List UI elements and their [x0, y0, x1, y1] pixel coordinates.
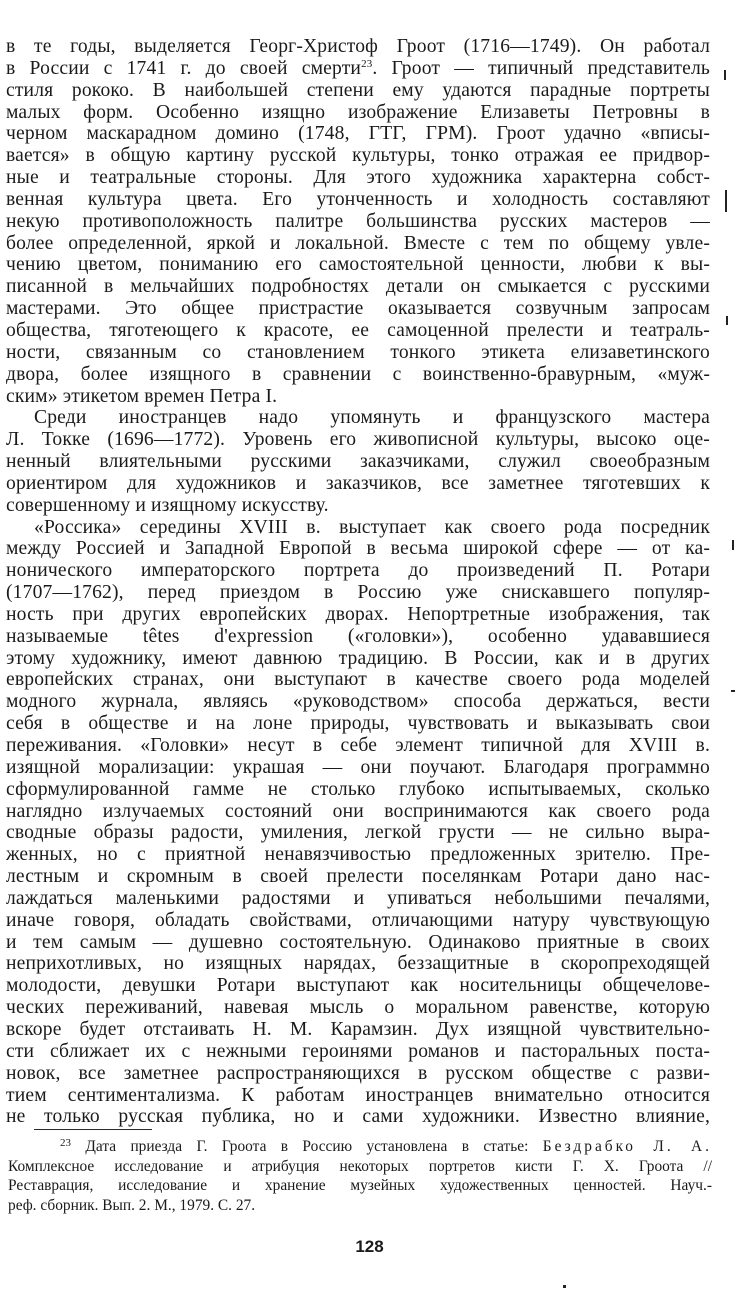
text-line: женных, но с приятной ненавязчивостью предложенных зрителю. Пре- — [6, 844, 710, 866]
text-line: стиля рококо. В наибольшей степени ему удаются парадные портреты — [6, 79, 710, 101]
text-line: европейских странах, они выступают в качестве своего рода моделей — [6, 669, 710, 691]
footnote-author: Бездрабко Л. А. — [542, 1138, 713, 1155]
text-line: некую противоположность палитре большинства русских мастеров — — [6, 210, 710, 232]
page-number: 128 — [355, 1237, 384, 1256]
text-line: более определенной, яркой и локальной. Вместе с тем по общему увле- — [6, 232, 710, 254]
paragraph-2 — [6, 407, 710, 516]
footnote-line: Комплексное исследование и атрибуция некоторых портретов кисти Г. Х. Гроота // — [8, 1157, 712, 1175]
footnote-divider — [34, 1129, 152, 1130]
footnote-intro: Дата приезда Г. Гроота в Россию установлена в статье: — [85, 1138, 529, 1155]
text-line: нонического императорского портрета до произведений П. Ротари — [6, 560, 710, 582]
footnote — [8, 1137, 712, 1215]
margin-mark — [563, 1285, 566, 1288]
text-line: малых форм. Особенно изящно изображение Елизаветы Петровны в — [6, 101, 710, 123]
text-line: совершенному и изящному искусству. — [6, 494, 329, 516]
text-line — [6, 58, 710, 80]
paragraph-1 — [6, 36, 710, 407]
text-line: новок, все заметнее распространяющихся в русском обществе с разви- — [6, 1062, 710, 1084]
text-line: между Россией и Западной Европой в весьма широкой сфере — от ка- — [6, 538, 710, 560]
text-line: иначе говоря, обладать свойствами, отличающими натуру чувствующую — [6, 909, 710, 931]
text-line: двора, более изящного в сравнении с воинственно-бравурным, «муж- — [6, 363, 710, 385]
footnote-line: Реставрация, исследование и хранение музейных художественных ценностей. Науч.- — [8, 1177, 712, 1194]
text-line: в те годы, выделяется Георг-Христоф Гроот (1716—1749). Он работал — [6, 36, 710, 57]
text-line: ность при других европейских дворах. Непортретные изображения, так — [6, 603, 710, 625]
main-text — [6, 36, 710, 1128]
text-line: не только русская публика, но и сами художники. Известно влияние, — [6, 1106, 710, 1128]
text-line: молодости, девушки Ротари выступают как носительницы общечелове- — [6, 975, 710, 997]
text-line: чению цветом, пониманию его самостоятельной ценности, любви к вы- — [6, 254, 710, 276]
text-line: ориентиром для художников и заказчиков, все заметнее тяготевших к — [6, 472, 710, 494]
text-line: этому художнику, имеют давнюю традицию. В России, как и в других — [6, 647, 710, 669]
paragraph-3 — [6, 517, 710, 1129]
text-line: и тем самым — душевно состоятельную. Одинаково приятные в своих — [6, 931, 710, 953]
text-line: (1707—1762), перед приездом в Россию уже снискавшего популяр- — [6, 582, 710, 604]
footnote-line — [8, 1137, 712, 1157]
text-line: ные и театральные стороны. Для этого художника характерна собст- — [6, 167, 710, 189]
text-line: тием сентиментализма. К работам иностранцев внимательно относится — [6, 1084, 710, 1106]
text-line: венная культура цвета. Его утонченность и холодность составляют — [6, 188, 710, 210]
text-line: Л. Токке (1696—1772). Уровень его живописной культуры, высоко оце- — [6, 429, 710, 451]
footnote-line: реф. сборник. Вып. 2. М., 1979. С. 27. — [8, 1196, 256, 1214]
text-line: переживания. «Головки» несут в себе элемент типичной для XVIII в. — [6, 735, 710, 756]
margin-mark — [725, 190, 727, 212]
text-line: называемые têtes d'expression («головки»), особенно удававшиеся — [6, 625, 710, 647]
text-line: вскоре будет отстаивать Н. М. Карамзин. Дух изящной чувствительно- — [6, 1018, 710, 1040]
text-line: ческих переживаний, навевая мысль о моральном равенстве, которую — [6, 997, 710, 1019]
text-line: лаждаться маленькими радостями и упиваться небольшими печалями, — [6, 887, 710, 909]
text-line: сформулированной гамме не столько глубоко испытываемых, сколько — [6, 778, 710, 800]
text-fragment: в России с 1741 г. до своей смерти — [6, 57, 362, 79]
footnote-number: 23 — [60, 1137, 71, 1149]
margin-mark — [732, 540, 734, 550]
text-line: ности, связанным со становлением тонкого этикета елизаветинского — [6, 341, 710, 363]
margin-mark — [726, 316, 728, 325]
text-line: лестным и скромным в своей прелести поселянкам Ротари дано нас- — [6, 866, 710, 888]
text-line: модного журнала, являясь «руководством» способа держаться, вести — [6, 691, 710, 713]
text-line: сти сближает их с нежными героинями романов и пасторальных поста- — [6, 1040, 710, 1062]
text-line: писанной в мельчайших подробностях детали он смыкается с русскими — [6, 276, 710, 298]
text-line: сводные образы радости, умиления, легкой грусти — не сильно выра- — [6, 822, 710, 844]
text-line: изящной морализации: украшая — они поучают. Благодаря программно — [6, 756, 710, 778]
text-line: общества, тяготеющего к красоте, ее самоценной прелести и театраль- — [6, 319, 710, 341]
text-line: себя в обществе и на лоне природы, чувствовать и выказывать свои — [6, 713, 710, 735]
text-line: неприхотливых, но изящных нарядах, беззащитные в скоропреходящей — [6, 953, 710, 975]
margin-mark — [724, 70, 726, 80]
text-line: ским» этикетом времен Петра I. — [6, 385, 278, 407]
text-line: ненный влиятельными русскими заказчиками, служил своеобразным — [6, 451, 710, 473]
text-fragment: . Гроот — типичный представитель — [372, 57, 710, 79]
footnote-reference[interactable]: 23 — [361, 57, 373, 70]
text-line: «Россика» середины XVIII в. выступает как своего рода посредник — [34, 516, 710, 538]
text-line: Среди иностранцев надо упомянуть и французского мастера — [34, 407, 710, 429]
text-line: наглядно излучаемых состояний они воспринимаются как своего рода — [6, 800, 710, 822]
margin-mark — [731, 690, 735, 692]
text-line: вается» в общую картину русской культуры, тонко отражая ее придвор- — [6, 145, 710, 167]
text-line: черном маскарадном домино (1748, ГТГ, ГРМ). Гроот удачно «вписы- — [6, 123, 710, 145]
text-line: мастерами. Это общее пристрастие оказывается созвучным запросам — [6, 298, 710, 320]
